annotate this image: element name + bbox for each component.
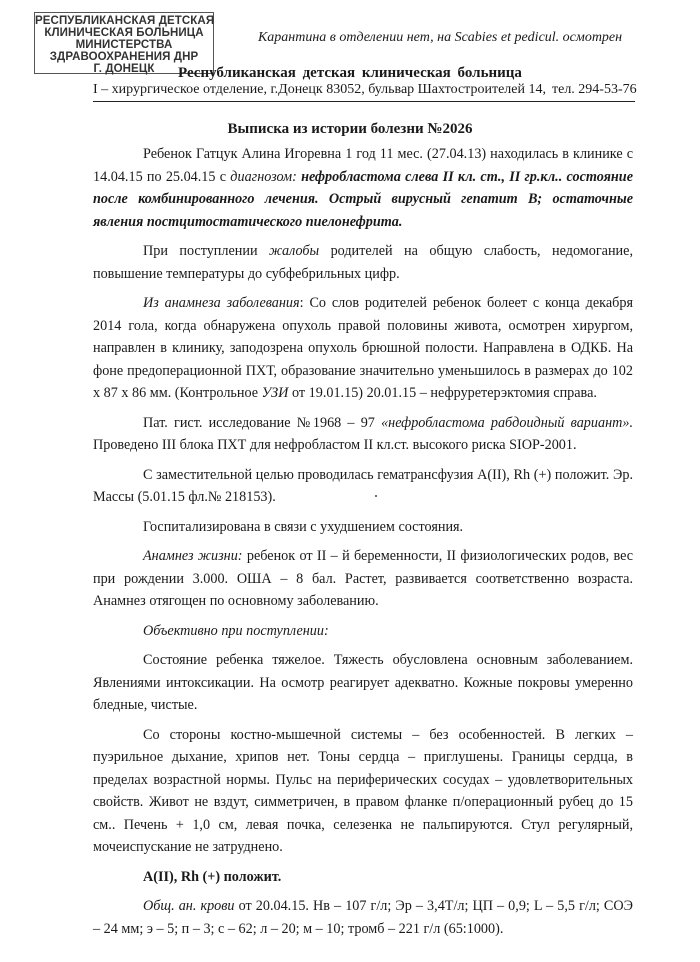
department-address <box>93 80 635 102</box>
histology-result: «нефробластома рабдоидный вариант». <box>381 414 633 431</box>
document-title: Выписка из истории болезни №2026 <box>227 121 473 137</box>
stamp-line: МИНИСТЕРСТВА <box>75 39 173 51</box>
objective-heading: Объективно при поступлении: <box>143 622 329 639</box>
life-history-text: ребенок от II – й беременности, II физиологических родов, вес при рождении 3.000. ОША – 8 бал. Растет, развивается соответственно возраста. Анамнез отягощен по основному заболеванию. <box>93 548 634 609</box>
address-text: I – хирургическое отделение, г.Донецк 83052, бульвар Шахтостроителей 14, <box>93 82 546 97</box>
phone-number: тел. 294-53-76 <box>551 82 637 97</box>
complaints-label: жалобы <box>269 243 320 259</box>
stamp-line: ЗДРАВООХРАНЕНИЯ ДНР <box>49 51 199 63</box>
blood-test-results: от 20.04.15. Нв – 107 г/л; Эр – 3,4Т/л; ЦП – 0,9; L – 5,5 г/л; СОЭ – 24 мм; э – 5; п – 3; с – 62; л – 20; м – 10; тромб – 221 г/л (65:1000). <box>93 898 633 937</box>
stamp-line: Г. ДОНЕЦК <box>93 63 155 75</box>
complaints-text: родителей на общую слабость, недомогание, повышение температуры до субфебрильных цифр. <box>93 243 633 282</box>
stamp-line: РЕСПУБЛИКАНСКАЯ ДЕТСКАЯ <box>35 15 215 27</box>
complaints-intro: При поступлении <box>143 243 258 259</box>
diagnosis-label: диагнозом: <box>230 168 297 185</box>
patient-summary-paragraph <box>93 143 633 233</box>
hospital-name: Республиканская детская клиническая больница <box>178 65 522 81</box>
histology-label: Пат. гист. исследование №1968 – 97 <box>143 414 375 431</box>
life-history-label: Анамнез жизни: <box>143 548 243 564</box>
life-history-paragraph <box>93 545 633 613</box>
disease-history-label: Из анамнеза заболевания <box>143 295 300 311</box>
condition-paragraph: Состояние ребенка тяжелое. Тяжесть обусловлена основным заболеванием. Явлениями интоксикации. На осмотр реагирует адекватно. Кожные покровы умеренно бледные, чистые. <box>93 652 633 713</box>
transfusion-paragraph: С заместительной целью проводилась гематрансфузия А(II), Rh (+) положит. Эр. Массы (5.01.15 фл.№ 218153). <box>93 466 633 505</box>
surgery-text: от 19.01.15) 20.01.15 – нефруретерэктомия справа. <box>291 385 597 401</box>
diagnosis-text: нефробластома слева II кл. ст., II гр.кл.. состояние после комбинированного лечения. Острый вирусный гепатит В; остаточные явления постцитостатического пиелонефрита. <box>93 168 633 230</box>
chemotherapy-text: Проведено III блока ПХТ для нефробластом II кл.ст. высокого риска SIOP-2001. <box>93 437 577 453</box>
blood-test-label: Общ. ан. крови <box>143 898 235 914</box>
examination-paragraph: Со стороны костно-мышечной системы – без особенностей. В легких – пуэрильное дыхание, хрипов нет. Тоны сердца – приглушены. Границы сердца, в пределах возрастной нормы. Пульс на периферических сосудах – удовлетворительных свойств. Живот не вздут, симметричен, в правом фланке п/операционный рубец до 15 см.. Печень + 1,0 см, левая почка, селезенка не пальпируются. Стул регулярный, мочеиспускание не затруднено. <box>93 726 633 855</box>
document-body <box>93 143 633 947</box>
complaints-paragraph <box>93 240 633 285</box>
histology-paragraph <box>93 412 633 457</box>
quarantine-note: Карантина в отделении нет, на Scabies et pedicul. осмотрен <box>258 30 623 45</box>
hospitalization-paragraph: Госпитализирована в связи с ухудшением состояния. <box>143 518 464 535</box>
blood-type-line: А(II), Rh (+) положит. <box>143 868 282 885</box>
disease-history-text: : Со слов родителей ребенок болеет с конца декабря 2014 гола, когда обнаружена опухоль правой половины живота, осмотрен хирургом, направлен в клинику, заподозрена опухоль брюшной полости. Направлена в ОДКБ. На фоне предоперационной ПХТ, образование значительно уменьшилось в размерах до 102 х 87 х 86 мм. (Контрольное <box>93 295 633 401</box>
blood-test-paragraph <box>93 895 633 940</box>
patient-info-text: Ребенок Гатцук Алина Игоревна 1 год 11 мес. (27.04.13) находилась в клинике с 14.04.15 по 25.04.15 с <box>93 146 633 185</box>
disease-history-paragraph <box>93 292 633 405</box>
stamp-line: КЛИНИЧЕСКАЯ БОЛЬНИЦА <box>44 27 204 39</box>
ultrasound-label: УЗИ <box>261 385 289 401</box>
